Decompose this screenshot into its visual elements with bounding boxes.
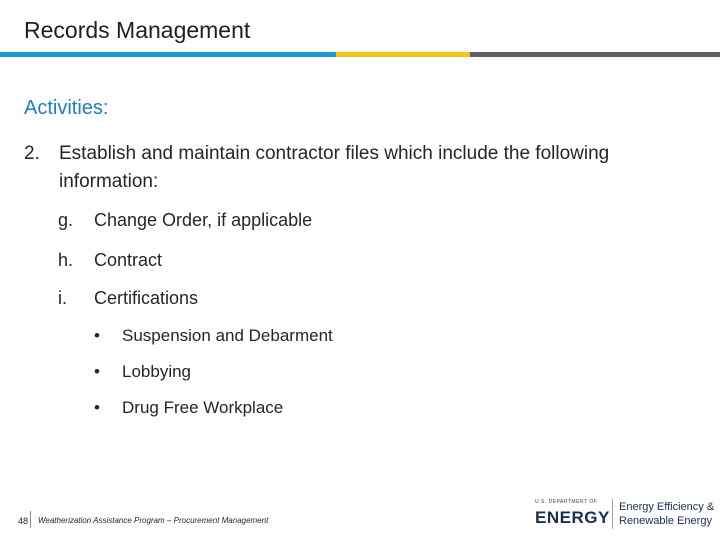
bullet-marker: • bbox=[94, 362, 100, 381]
bullet-text: Drug Free Workplace bbox=[122, 398, 284, 417]
title-rule-gray bbox=[470, 52, 720, 57]
sub-list-marker: g. bbox=[58, 210, 74, 230]
doe-eere-logo bbox=[535, 499, 715, 533]
sub-list-text: Change Order, if applicable bbox=[94, 210, 313, 230]
list-number: 2. bbox=[24, 143, 40, 164]
logo-department: U.S. DEPARTMENT OF bbox=[535, 499, 598, 505]
footer-divider bbox=[30, 511, 31, 528]
sub-list-text: Contract bbox=[94, 250, 163, 270]
logo-energy-wordmark: ENERGY bbox=[535, 508, 610, 527]
section-heading: Activities: bbox=[24, 97, 109, 119]
page-number: 48 bbox=[18, 516, 29, 526]
slide-title: Records Management bbox=[24, 17, 251, 43]
logo-office-line2: Renewable Energy bbox=[619, 515, 712, 527]
logo-divider bbox=[612, 499, 613, 529]
bullet-text: Lobbying bbox=[122, 362, 192, 381]
title-rule-blue bbox=[0, 52, 336, 57]
list-text: Establish and maintain contractor files which include the following information: bbox=[59, 143, 610, 192]
sub-list-marker: h. bbox=[58, 250, 74, 270]
sub-list-text: Certifications bbox=[94, 288, 199, 308]
bullet-marker: • bbox=[94, 398, 100, 417]
title-rule-yellow bbox=[336, 52, 470, 57]
footer-text: Weatherization Assistance Program – Procurement Management bbox=[38, 516, 269, 525]
sub-list-marker: i. bbox=[58, 288, 67, 308]
bullet-marker: • bbox=[94, 326, 100, 345]
bullet-text: Suspension and Debarment bbox=[122, 326, 333, 345]
logo-office-line1: Energy Efficiency & bbox=[619, 501, 715, 513]
